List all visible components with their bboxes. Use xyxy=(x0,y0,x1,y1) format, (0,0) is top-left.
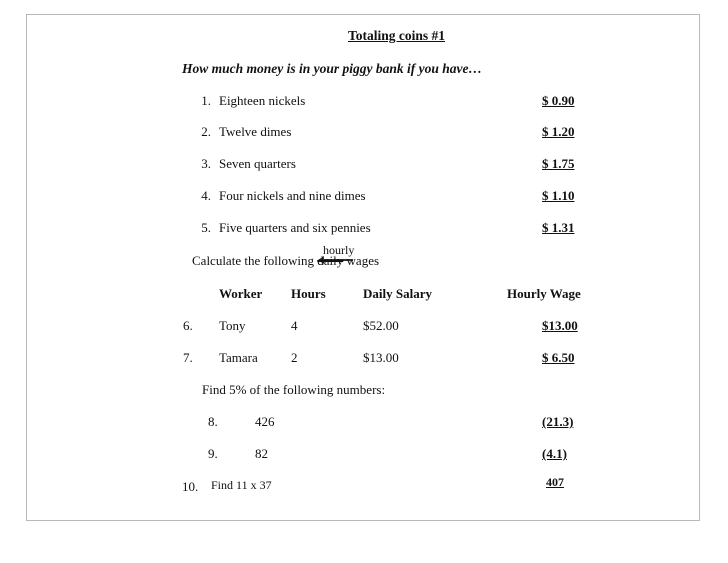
question-number: 9. xyxy=(208,446,218,461)
question-answer: $ 0.90 xyxy=(542,93,575,108)
table-cell-salary: $13.00 xyxy=(363,350,399,365)
col-header-worker: Worker xyxy=(219,286,263,301)
question-text: Four nickels and nine dimes xyxy=(219,188,366,203)
question-number: 4. xyxy=(201,188,211,203)
table-cell-worker: Tony xyxy=(219,318,246,333)
col-header-daily-salary: Daily Salary xyxy=(363,286,432,301)
question-number: 10. xyxy=(182,479,199,494)
question-number: 8. xyxy=(208,414,218,429)
col-header-hourly-wage: Hourly Wage xyxy=(507,286,581,301)
question-answer: $ 1.31 xyxy=(542,220,575,235)
table-cell-salary: $52.00 xyxy=(363,318,399,333)
percent-instruction: Find 5% of the following numbers: xyxy=(202,382,386,397)
wages-instruction xyxy=(192,253,379,268)
question-answer: (21.3) xyxy=(542,414,574,429)
question-text: Eighteen nickels xyxy=(219,93,306,108)
struck-word: daily xyxy=(317,253,344,268)
question-text: Five quarters and six pennies xyxy=(219,220,371,235)
question-text: Seven quarters xyxy=(219,156,296,171)
question-number: 3. xyxy=(201,156,211,171)
table-cell-hours: 4 xyxy=(291,318,298,333)
percent-value: 426 xyxy=(255,414,275,429)
table-cell-worker: Tamara xyxy=(219,350,258,365)
table-row-number: 6. xyxy=(183,318,193,333)
table-cell-hours: 2 xyxy=(291,350,298,365)
wages-instruction-start: Calculate the following xyxy=(192,253,315,268)
worksheet-title: Totaling coins #1 xyxy=(348,28,446,43)
question-answer: $ 1.10 xyxy=(542,188,575,203)
wages-instruction-end: wages xyxy=(346,253,380,268)
question-answer: 407 xyxy=(546,475,564,489)
question-text: Find 11 x 37 xyxy=(211,478,272,492)
question-text: Twelve dimes xyxy=(219,124,292,139)
table-cell-wage: $ 6.50 xyxy=(542,350,575,365)
question-number: 5. xyxy=(201,220,211,235)
handwritten-correction: hourly xyxy=(323,243,355,257)
percent-value: 82 xyxy=(255,446,268,461)
table-row-number: 7. xyxy=(183,350,193,365)
question-answer: $ 1.20 xyxy=(542,124,575,139)
question-answer: $ 1.75 xyxy=(542,156,575,171)
question-number: 2. xyxy=(201,124,211,139)
worksheet-prompt: How much money is in your piggy bank if you have… xyxy=(182,61,483,76)
col-header-hours: Hours xyxy=(291,286,326,301)
question-answer: (4.1) xyxy=(542,446,567,461)
table-cell-wage: $13.00 xyxy=(542,318,578,333)
question-number: 1. xyxy=(201,93,211,108)
